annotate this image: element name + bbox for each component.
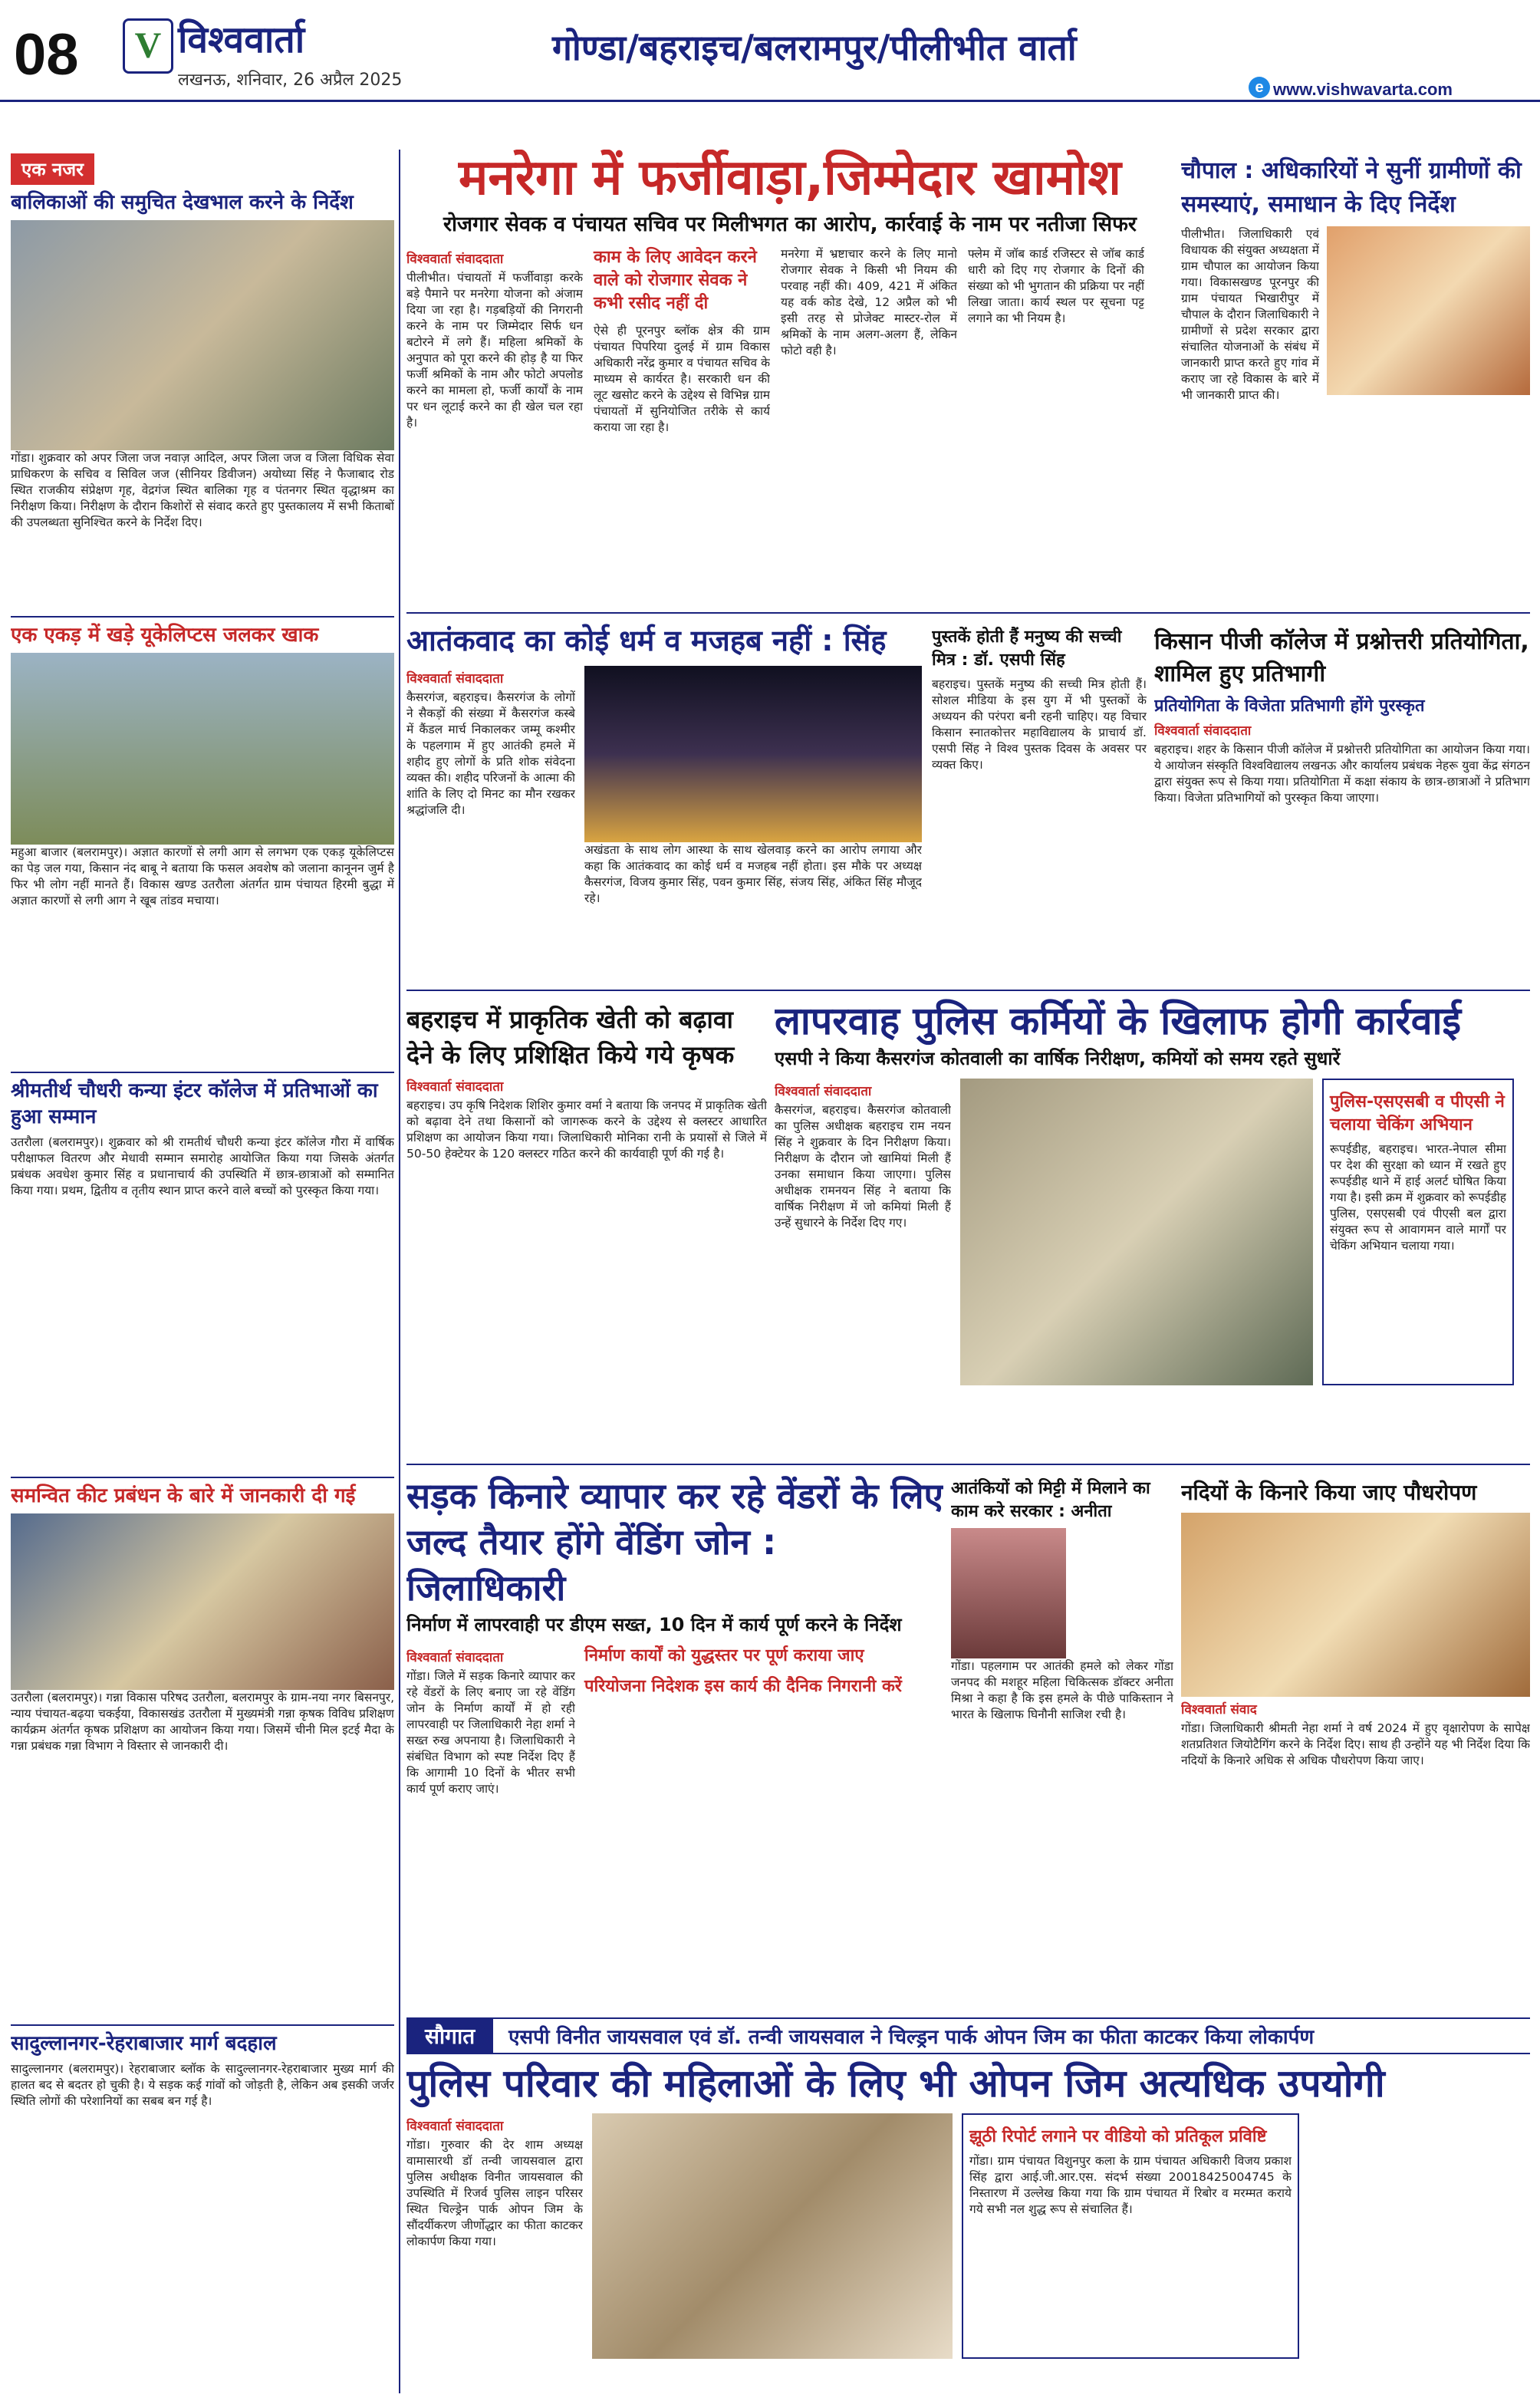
story-headline: पुलिस परिवार की महिलाओं के लिए भी ओपन जिम अत्यधिक उपयोगी [406, 2061, 1385, 2106]
story-body: गोंडा। जिले में सड़क किनारे व्यापार कर रहे वेंडरों के लिए बनाए जा रहे वेंडिंग जोन के निर्माण कार्यों में हो रही लापरवाही पर जिलाधिकारी नेहा शर्मा ने सख्त रुख अपनाया है। जिलाधिकारी ने संबंधित विभाग को स्पष्ट निर्देश दिए हैं कि आगामी 10 दिनों के भीतर सभी कार्य पूर्ण कराए जाएं। [406, 1669, 575, 1796]
story-photo [1181, 1513, 1530, 1697]
story-photo [11, 653, 394, 845]
story-headline: सड़क किनारे व्यापार कर रहे वेंडरों के लिए जल्द तैयार होंगे वेंडिंग जोन : जिलाधिकारी [406, 1475, 943, 1609]
story-headline: एक एकड़ में खड़े यूकेलिप्टस जलकर खाक [11, 616, 394, 648]
story-body: मनरेगा में भ्रष्टाचार करने के लिए मानो रोजगार सेवक ने किसी भी नियम की परवाह नहीं की। 409, 421 में अंकित यह वर्क कोड देखे, 12 अप्रैल को भी इसी तरह से प्रोजेक्ट मास्टर-रोल में श्रमिकों के नाम अलग-अलग हैं, लेकिन फोटो वही है। [781, 247, 957, 357]
byline: विश्ववार्ता संवाददाता [406, 252, 504, 267]
chaupal-story [1181, 150, 1530, 610]
story-body: उतरौला (बलरामपुर)। गन्ना विकास परिषद उतरौला, बलरामपुर के ग्राम-नया नगर बिसनपुर, न्याय पंचायत-बढ़या चकईया, विकासखंड उतरौला में मुख्यमंत्री गन्ना कृषक विविध प्रशिक्षण कार्यक्रम अंतर्गत कृषक प्रशिक्षण का आयोजन किया गया। जिसमें चीनी मिल इटई मैदा के गन्ना प्रबंधक गन्ना विभाग ने विस्तार से जानकारी दी। [11, 1691, 394, 1753]
story-headline: किसान पीजी कॉलेज में प्रश्नोत्तरी प्रतियोगिता, शामिल हुए प्रतिभागी [1154, 628, 1529, 687]
story-subhead: प्रतियोगिता के विजेता प्रतिभागी होंगे पुरस्कृत [1154, 697, 1425, 716]
box-headline: पुलिस-एसएसबी व पीएसी ने चलाया चेकिंग अभियान [1330, 1092, 1505, 1135]
left-column [11, 153, 394, 2393]
story-body: बहराइच। उप कृषि निदेशक शिशिर कुमार वर्मा ने बताया कि जनपद में प्राकृतिक खेती को बढ़ावा देने तथा किसानों को जागरूक करने के उद्देश्य से क्लस्टर आधारित प्रशिक्षण का आयोजन किया गया। जिलाधिकारी मोनिका रानी के प्रयासों से जिले में 50-50 हेक्टेयर के 120 क्लस्टर गठित करने की कार्यवाही पूर्ण की गई है। [406, 1098, 767, 1161]
story-headline: नदियों के किनारे किया जाए पौधरोपण [1181, 1480, 1477, 1505]
section-rule [406, 1464, 1530, 1465]
story-body: अखंडता के साथ लोग आस्था के साथ खेलवाड़ करने का आरोप लगाया और कहा कि आतंकवाद का कोई धर्म व मजहब नहीं होता। इस मौके पर अध्यक्ष कैसरगंज, विजय कुमार सिंह, पवन कुमार सिंह, संजय सिंह, अंकित सिंह मौजूद रहे। [584, 843, 922, 905]
story-headline: सादुल्लानगर-रेहराबाजार मार्ग बदहाल [11, 2024, 394, 2057]
sidebar-box [1322, 1079, 1514, 1385]
byline: विश्ववार्ता संवाद [1181, 1702, 1257, 1718]
box-body: रूपईडीह, बहराइच। भारत-नेपाल सीमा पर देश की सुरक्षा को ध्यान में रखते हुए रूपईडीह थाने में हाई अलर्ट घोषित किया गया है। इसी क्रम में शुक्रवार को रूपईडीह पुलिस, एसएसबी एवं पीएसी बल द्वारा संयुक्त रूप से आवागमन वाले मार्गों पर चेकिंग अभियान चलाया गया। [1330, 1142, 1506, 1253]
section-rule [406, 612, 1530, 614]
story-body: बहराइच। शहर के किसान पीजी कॉलेज में प्रश्नोत्तरी प्रतियोगिता का आयोजन किया गया। ये आयोजन संस्कृति विश्वविद्यालय लखनऊ और कार्यालय प्रबंधक नेहरू युवा केंद्र संगठन द्वारा संयुक्त रूप से किया गया। प्रतियोगिता में कक्षा संकाय के छात्र-छात्राओं ने प्रतिभाग किया। विजेता प्रतिभागियों को पुरस्कृत किया जाएगा। [1154, 743, 1530, 805]
story-photo [11, 1513, 394, 1690]
saugat-banner [406, 2017, 1530, 2054]
police-story [775, 997, 1530, 1457]
story-body: बहराइच। पुस्तकें मनुष्य की सच्ची मित्र होती हैं। सोशल मीडिया के इस युग में भी पुस्तकों के अध्ययन की परंपरा बनी रहनी चाहिए। यह विचार किसान स्नातकोत्तर महाविद्यालय के प्राचार्य डॉ. एसपी सिंह ने विश्व पुस्तक दिवस के अवसर पर व्यक्त किए। [932, 677, 1147, 772]
brand-name: विश्ववार्ता [178, 18, 305, 61]
byline: विश्ववार्ता संवाददाता [1154, 723, 1252, 739]
internet-icon: e [1249, 77, 1270, 98]
sidebar-box [962, 2113, 1299, 2359]
story-subhead: एसपी ने किया कैसरगंज कोतवाली का वार्षिक निरीक्षण, कमियों को समय रहते सुधारें [775, 1048, 1341, 1069]
byline: विश्ववार्ता संवाददाता [406, 671, 504, 687]
byline: विश्ववार्ता संवाददाता [406, 2119, 504, 2134]
story-photo [960, 1079, 1313, 1385]
kisan-story [1154, 621, 1530, 982]
story-headline: पुस्तकें होती हैं मनुष्य की सच्ची मित्र : डॉ. एसपी सिंह [932, 627, 1122, 670]
trees-story [1181, 1473, 1530, 2010]
terror-story [406, 621, 928, 982]
lead-headline: मनरेगा में फर्जीवाड़ा,जिम्मेदार खामोश [459, 150, 1121, 206]
story-headline: बालिकाओं की समुचित देखभाल करने के निर्देश [11, 191, 354, 214]
story-photo [584, 666, 922, 842]
story-subhead: निर्माण में लापरवाही पर डीएम सख्त, 10 दिन में कार्य पूर्ण करने के निर्देश [406, 1614, 902, 1635]
author-photo [951, 1528, 1066, 1658]
column-rule [399, 150, 400, 2393]
section-rule [406, 990, 1530, 991]
byline: विश्ववार्ता संवाददाता [406, 1079, 504, 1095]
story-body: गोंडा। जिलाधिकारी श्रीमती नेहा शर्मा ने वर्ष 2024 में हुए वृक्षारोपण के सापेक्ष शतप्रतिशत जियोटैगिंग करने के निर्देश दिए। साथ ही उन्होंने यह भी निर्देश दिया कि नदियों के किनारे अधिक से अधिक पौधरोपण किया जाए। [1181, 1721, 1530, 1767]
story-headline: आतंकवाद का कोई धर्म व मजहब नहीं : सिंह [406, 624, 887, 657]
site-url[interactable]: www.vishwavarta.com [1273, 80, 1453, 99]
farming-story [406, 997, 767, 1457]
story-body: गोंडा। पहलगाम पर आतंकी हमले को लेकर गोंडा जनपद की मशहूर महिला चिकित्सक डॉक्टर अनीता मिश्रा ने कहा है कि इस हमले के पीछे पाकिस्तान ने भारत के खिलाफ घिनौनी साजिश रची है। [951, 1659, 1173, 1721]
story-body: गोंडा। शुक्रवार को अपर जिला जज नवाज़ आदिल, अपर जिला जज व जिला विधिक सेवा प्राधिकरण के सचिव व सिविल जज (सीनियर डिवीजन) अयोध्या सिंह ने फैजाबाद रोड स्थित राजकीय संप्रेक्षण गृह, वेद्रगंज स्थित बालिका गृह व पंतनगर स्थित वृद्धाश्रम का निरीक्षण किया। निरीक्षण के दौरान किशोरों से संवाद करते हुए पुस्तकालय में सभी किताबों की उपलब्धता सुनिश्चित करने के निर्देश दिए। [11, 451, 394, 529]
story-body: कैसरगंज, बहराइच। कैसरगंज के लोगों ने सैकड़ों की संख्या में कैसरगंज कस्बे में कैंडल मार्च निकालकर जम्मू कश्मीर के पहलगाम में हुए आतंकी हमले में शहीद हुए लोगों के प्रति शोक संवेदना व्यक्त की। शहीद परिजनों के आत्मा की शांति के लिए दो मिनट का मौन रखकर श्रद्धांजलि दी। [406, 690, 575, 817]
story-photo [11, 220, 394, 450]
story-headline: श्रीमतीर्थ चौधरी कन्या इंटर कॉलेज में प्रतिभाओं का हुआ सम्मान [11, 1072, 394, 1130]
story-body: महुआ बाजार (बलरामपुर)। अज्ञात कारणों से लगी आग से लगभग एक एकड़ यूकेलिप्टस का पेड़ जल गया, किसान नंद बाबू ने बताया कि फसल अवशेष को जलाना कानूनन जुर्म है फिर भी लोग नहीं मानते हैं। विकास खण्ड उतरौला अंतर्गत ग्राम पंचायत हिरमी बुद्धा में अज्ञात कारणों से लगी आग ने खूब तांडव मचाया। [11, 845, 394, 907]
dateline: लखनऊ, शनिवार, 26 अप्रैल 2025 [178, 71, 403, 90]
story-headline: लापरवाह पुलिस कर्मियों के खिलाफ होगी कार्रवाई [775, 999, 1462, 1043]
story-body: पीलीभीत। पंचायतों में फर्जीवाड़ा करके बड़े पैमाने पर मनरेगा योजना को अंजाम दिया जा रहा है। गड़बड़ियों की निगरानी करने के नाम पर जिम्मेदार सिर्फ धन बटोरने में लगे हैं। महिला श्रमिकों के अनुपात को पूरा करने की होड़ है या फिर फर्जी श्रमिकों के नाम और फोटो अपलोड करने का मामला हो, फर्जी कार्यों के नाम पर धन लूटाई करने का ही खेल चल रहा है। [406, 271, 583, 430]
pull-quote: परियोजना निदेशक इस कार्य की दैनिक निगरानी करें [584, 1677, 902, 1696]
box-headline: झूठी रिपोर्ट लगाने पर वीडियो को प्रतिकूल प्रविष्टि [969, 2127, 1267, 2146]
books-story [932, 621, 1147, 982]
pull-quote: काम के लिए आवेदन करने वाले को रोजगार सेवक ने कभी रसीद नहीं दी [594, 248, 757, 313]
story-headline: समन्वित कीट प्रबंधन के बारे में जानकारी दी गई [11, 1477, 394, 1509]
story-body: उतरौला (बलरामपुर)। शुक्रवार को श्री रामतीर्थ चौधरी कन्या इंटर कॉलेज गौरा में वार्षिक परीक्षाफल वितरण और मेधावी सम्मान समारोह आयोजित किया गया जिसके अंतर्गत प्रबंधक अवधेश कुमार सिंह व प्रधानाचार्य की उपस्थिति में छात्र-छात्राओं को सम्मानित किया गया। प्रथम, द्वितीय व तृतीय स्थान प्राप्त करने वाले बच्चों को पुरस्कृत किया गया। [11, 1135, 394, 1197]
regional-title: गोण्डा/बहराइच/बलरामपुर/पीलीभीत वार्ता [552, 27, 1077, 68]
story-body: ऐसे ही पूरनपुर ब्लॉक क्षेत्र की ग्राम पंचायत पिपरिया दुलई में ग्राम विकास अधिकारी नरेंद्र कुमार व पंचायत सचिव के माध्यम से कार्यरत है। सरकारी धन की लूट खसोट करने के उद्देश्य से विभिन्न ग्राम पंचायतों में सुनियोजित तरीके से कार्य कराया जा रहा है। [594, 324, 770, 434]
story-body: फ्लेम में जॉब कार्ड रजिस्टर से जॉब कार्ड धारी को दिए गए रोजगार के दिनों की संख्या को भी भुगतान की प्रक्रिया पर नहीं लिखा जाता। कार्य स्थल पर सूचना पट्ट लगाने का भी नियम है। [968, 247, 1144, 325]
anita-story [951, 1473, 1173, 2010]
story-body: गोंडा। गुरुवार की देर शाम अध्यक्ष वामासारथी डॉ तन्वी जायसवाल द्वारा पुलिस अधीक्षक विनीत जायसवाल की उपस्थिति में रिजर्व पुलिस लाइन परिसर स्थित चिल्ड्रेन पार्क ओपन जिम के सौंदर्यीकरण जीर्णोद्धार का फीता काटकर लोकार्पण किया गया। [406, 2138, 583, 2248]
story-headline: चौपाल : अधिकारियों ने सुनीं ग्रामीणों की समस्याएं, समाधान के दिए निर्देश [1181, 157, 1522, 218]
page-number: 08 [14, 22, 79, 87]
banner-text: एसपी विनीत जायसवाल एवं डॉ. तन्वी जायसवाल ने चिल्ड्रन पार्क ओपन जिम का फीता काटकर किया लोकार्पण [508, 2026, 1315, 2049]
gym-story [406, 2060, 1530, 2397]
banner-tag: सौगात [406, 2018, 493, 2054]
story-headline: बहराइच में प्राकृतिक खेती को बढ़ावा देने के लिए प्रशिक्षित किये गये कृषक [406, 1005, 735, 1069]
byline: विश्ववार्ता संवाददाता [406, 1650, 504, 1665]
story-photo [1327, 226, 1530, 395]
story-body: कैसरगंज, बहराइच। कैसरगंज कोतवाली का पुलिस अधीक्षक बहराइच राम नयन सिंह ने शुक्रवार के दिन निरीक्षण किया। निरीक्षण के दौरान जो खामियां मिली हैं उनका समाधान किया जाएगा। पुलिस अधीक्षक रामनयन सिंह ने बताया कि वार्षिक निरीक्षण में जो कमियां मिली हैं उन्हें सुधारने के निर्देश दिए गए। [775, 1103, 951, 1230]
pull-quote: निर्माण कार्यों को युद्धस्तर पर पूर्ण कराया जाए [584, 1646, 864, 1665]
section-kicker: एक नजर [11, 153, 94, 185]
vendor-story [406, 1473, 943, 2010]
story-body: सादुल्लानगर (बलरामपुर)। रेहराबाजार ब्लॉक के सादुल्लानगर-रेहराबाजार मुख्य मार्ग की हालत बद से बदतर हो चुकी है। ये सड़क कई गांवों को जोड़ती है, लेकिन अब इसकी जर्जर स्थिति लोगों की परेशानियों का सबब बन गई है। [11, 2062, 394, 2108]
lead-story [406, 150, 1173, 610]
byline: विश्ववार्ता संवाददाता [775, 1084, 872, 1099]
brand-logo: V [123, 18, 173, 74]
masthead [0, 0, 1540, 102]
story-headline: आतंकियों को मिट्टी में मिलाने का काम करे सरकार : अनीता [951, 1479, 1150, 1521]
box-body: गोंडा। ग्राम पंचायत विशुनपुर कला के ग्राम पंचायत अधिकारी विजय प्रकाश सिंह द्वारा आई.जी.आर.एस. संदर्भ संख्या 20018425004745 के निस्तारण में उल्लेख किया गया कि ग्राम पंचायत में रिबोर व मरम्मत कराये गये सभी नल शुद्ध रूप से संचालित हैं। [969, 2154, 1292, 2216]
story-body: पीलीभीत। जिलाधिकारी एवं विधायक की संयुक्त अध्यक्षता में ग्राम चौपाल का आयोजन किया गया। विकासखण्ड पूरनपुर की ग्राम पंचायत भिखारीपुर में चौपाल के दौरान जिलाधिकारी ने ग्रामीणों से प्रदेश सरकार द्वारा संचालित योजनाओं के संबंध में जानकारी प्राप्त करते हुए गांव में कराए जा रहे विकास के बारे में भी जानकारी प्राप्त की। [1181, 227, 1319, 402]
lead-subhead: रोजगार सेवक व पंचायत सचिव पर मिलीभगत का आरोप, कार्रवाई के नाम पर नतीजा सिफर [443, 212, 1137, 236]
story-photo [592, 2113, 953, 2359]
